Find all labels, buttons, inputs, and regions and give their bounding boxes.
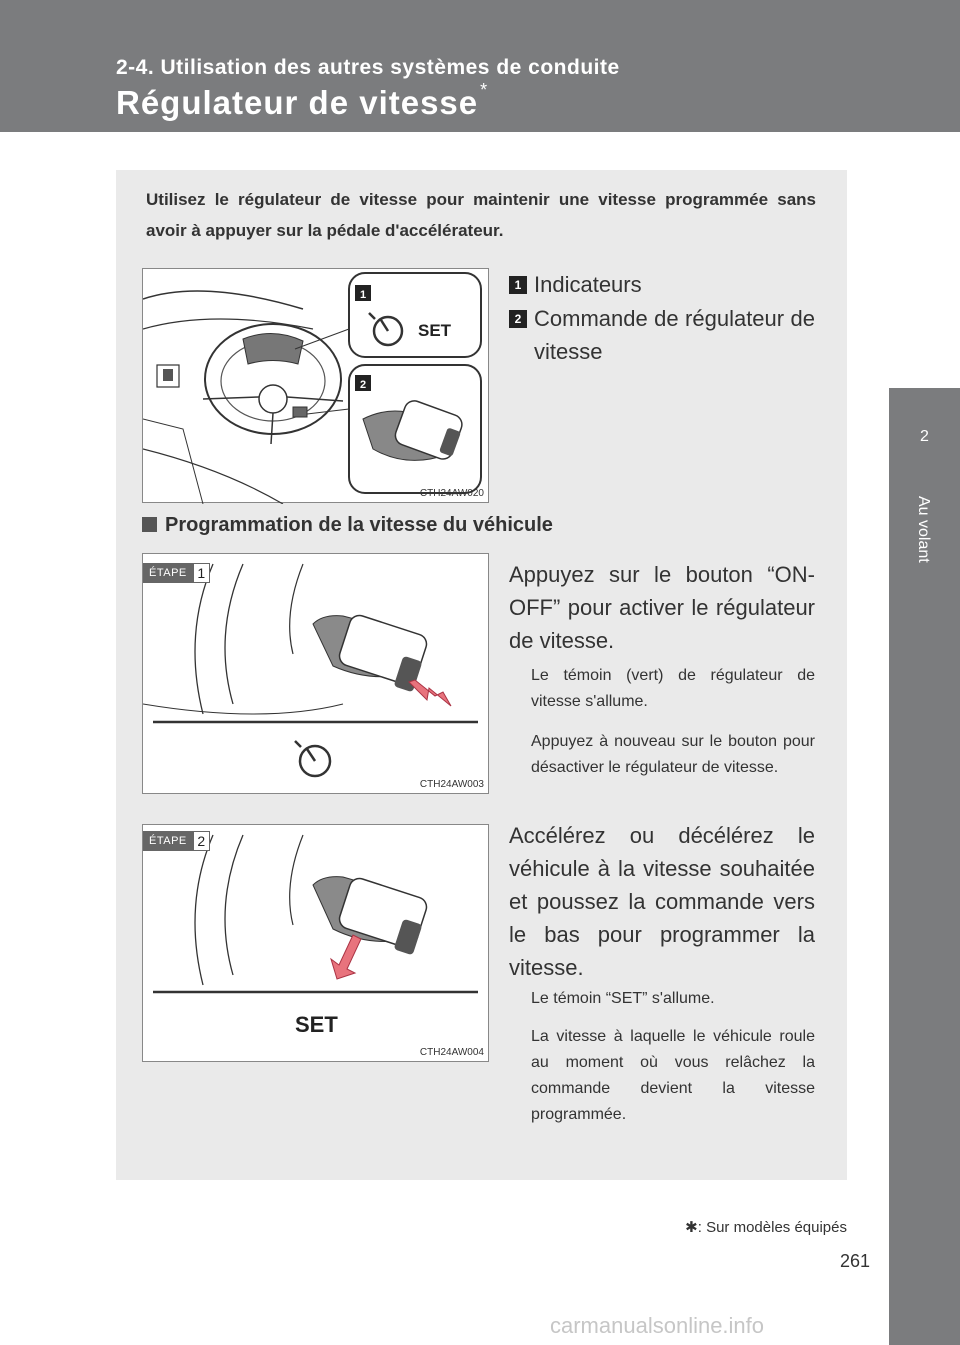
page-title <box>116 80 489 122</box>
step-1-instruction: Appuyez sur le bouton “ON-OFF” pour activer le régulateur de vitesse. <box>509 562 815 653</box>
chapter-tab[interactable] <box>889 388 960 1345</box>
step-2-instruction: Accélérez ou décélérez le véhicule à la vitesse souhaitée et poussez la commande vers le bas pour programmer la vitesse. <box>509 823 815 980</box>
subheading-text: Programmation de la vitesse du véhicule <box>165 514 553 536</box>
page-number: 261 <box>839 1251 870 1271</box>
steering-wheel-illustration <box>143 269 490 504</box>
page-title-text: Régulateur de vitesse <box>116 84 479 121</box>
step-1-note-1: Le témoin (vert) de régulateur de vitesse s'allume. <box>531 667 815 710</box>
figure-code: CTH24AW004 <box>419 1047 484 1058</box>
header-band <box>0 0 960 132</box>
lever-press-illustration <box>143 554 490 795</box>
step-word: ÉTAPE <box>143 563 193 583</box>
asterisk-icon: * <box>480 80 489 100</box>
section-title: 2-4. Utilisation des autres systèmes de conduite <box>116 56 620 79</box>
step-1-note-2: Appuyez à nouveau sur le bouton pour désactiver le régulateur de vitesse. <box>531 733 815 776</box>
legend-number-1: 1 <box>509 276 527 294</box>
step-word: ÉTAPE <box>143 831 193 851</box>
svg-text:1: 1 <box>359 289 367 301</box>
subheading <box>142 514 553 537</box>
step-badge-2 <box>143 831 210 851</box>
set-indicator-label: SET <box>295 1012 338 1037</box>
footnote: ✱: Sur modèles équipés <box>685 1219 847 1236</box>
figure-step-2 <box>142 824 489 1062</box>
step-2-note-2: La vitesse à laquelle le véhicule roule au moment où vous relâchez la commande devient la vitesse programmée. <box>531 1028 815 1123</box>
callout-set-label: SET <box>418 321 452 340</box>
figure-overview <box>142 268 489 503</box>
chapter-number: 2 <box>920 428 929 445</box>
legend-item-indicators <box>509 272 815 301</box>
legend-text: Commande de régulateur de vitesse <box>534 306 815 364</box>
step-number: 1 <box>193 563 210 583</box>
step-badge-1 <box>143 563 210 583</box>
svg-text:2: 2 <box>359 379 367 391</box>
figure-step-1 <box>142 553 489 794</box>
step-2-note-1: Le témoin “SET” s'allume. <box>531 990 715 1007</box>
step-number: 2 <box>193 831 210 851</box>
chapter-label: Au volant <box>915 496 932 563</box>
figure-code: CTH24AW020 <box>419 488 484 499</box>
legend-number-2: 2 <box>509 310 527 328</box>
watermark: carmanualsonline.info <box>550 1313 765 1338</box>
figure-code: CTH24AW003 <box>419 779 484 790</box>
legend-text: Indicateurs <box>534 272 642 297</box>
legend-item-cruise-lever <box>509 306 815 368</box>
intro-paragraph: Utilisez le régulateur de vitesse pour maintenir une vitesse programmée sans avoir à appuyer sur la pédale d'accélérateur. <box>146 190 816 240</box>
square-bullet-icon <box>142 517 157 532</box>
